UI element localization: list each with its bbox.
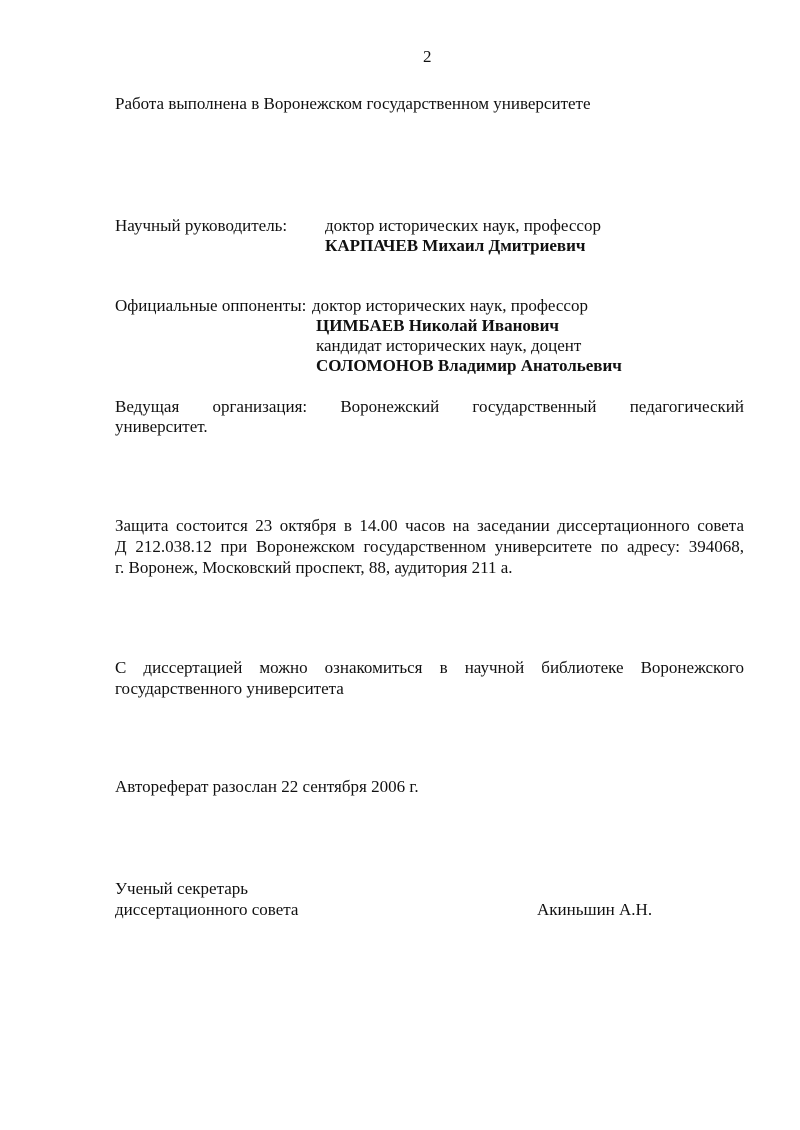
opponent-1-title: доктор исторических наук, профессор <box>312 296 588 315</box>
page-number: 2 <box>423 47 432 66</box>
institution-line: Работа выполнена в Воронежском государственном университете <box>115 94 591 113</box>
defense-line-2: Д 212.038.12 при Воронежском государственном университете по адресу: 394068, <box>115 537 744 556</box>
leading-org-word: государственный <box>472 397 597 416</box>
leading-org-word: организация: <box>212 397 308 416</box>
secretary-title-line-2: диссертационного совета <box>115 900 299 919</box>
supervisor-label: Научный руководитель: <box>115 216 288 235</box>
leading-org-word: Воронежский <box>340 397 440 416</box>
leading-org-line-1 <box>115 397 744 417</box>
secretary-title-line-1: Ученый секретарь <box>115 879 249 898</box>
defense-line-3: г. Воронеж, Московский проспект, 88, аудитория 211 а. <box>115 558 513 577</box>
abstract-mailed-line: Автореферат разослан 22 сентября 2006 г. <box>115 777 419 796</box>
opponents-label: Официальные оппоненты: <box>115 296 307 315</box>
opponent-2-name: СОЛОМОНОВ Владимир Анатольевич <box>316 356 622 375</box>
leading-org-line-2: университет. <box>115 417 208 436</box>
supervisor-name: КАРПАЧЕВ Михаил Дмитриевич <box>325 236 586 255</box>
opponent-2-title: кандидат исторических наук, доцент <box>316 336 582 355</box>
library-line-2: государственного университета <box>115 679 344 698</box>
library-line-1: С диссертацией можно ознакомиться в научной библиотеке Воронежского <box>115 658 744 677</box>
secretary-name: Акиньшин А.Н. <box>537 900 653 919</box>
opponent-1-name: ЦИМБАЕВ Николай Иванович <box>316 316 559 335</box>
supervisor-title: доктор исторических наук, профессор <box>325 216 601 235</box>
leading-org-word: Ведущая <box>115 397 180 416</box>
leading-org-word: педагогический <box>629 397 744 416</box>
defense-line-1: Защита состоится 23 октября в 14.00 часов на заседании диссертационного совета <box>115 516 744 535</box>
